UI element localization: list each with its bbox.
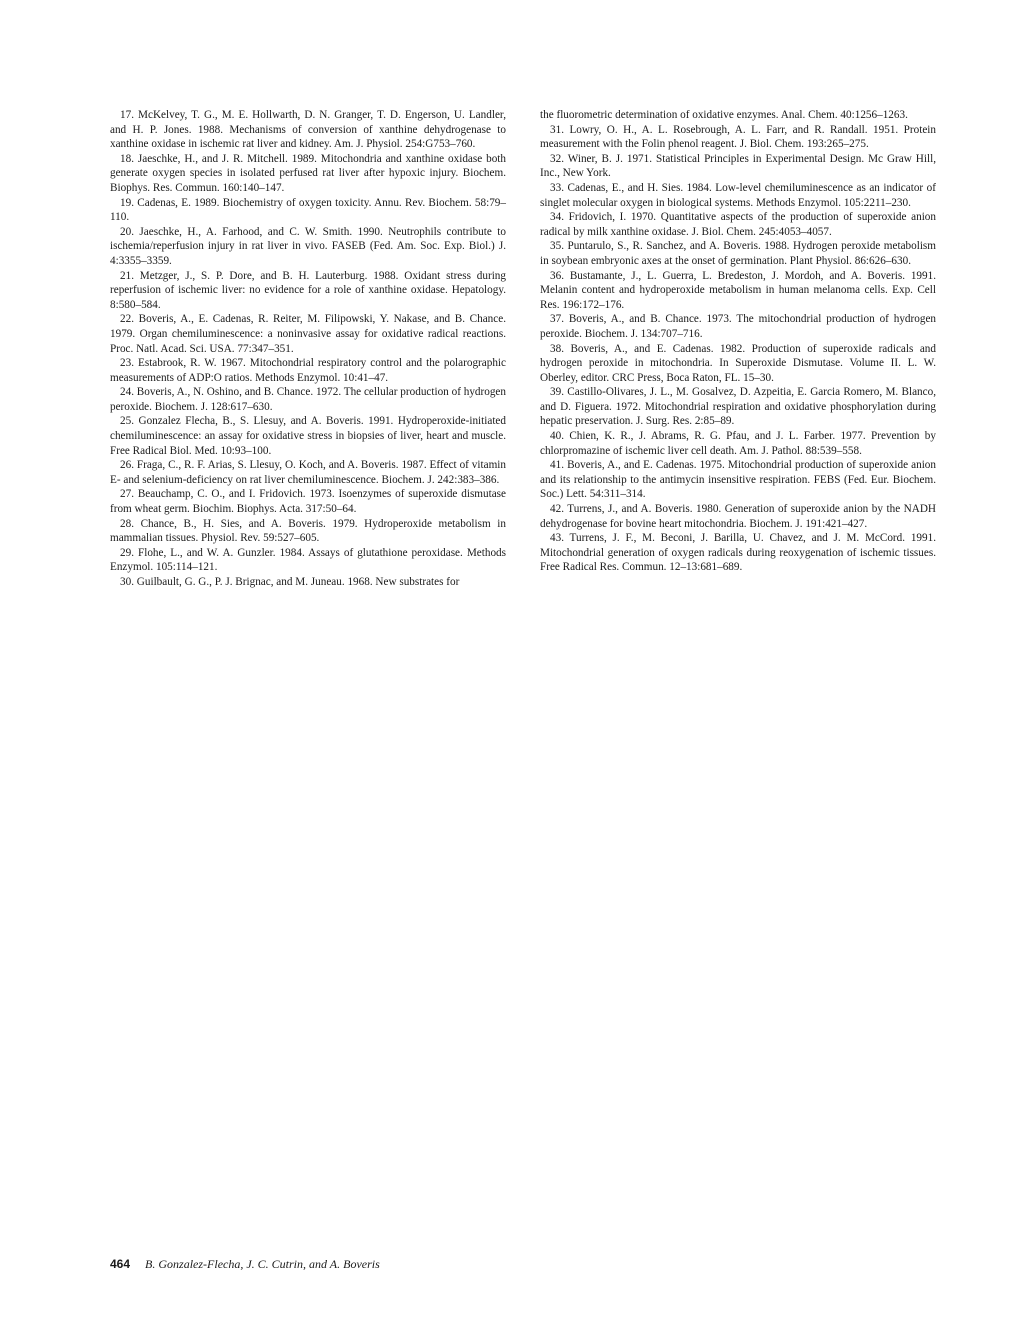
reference-36: 36. Bustamante, J., L. Guerra, L. Bredeston, J. Mordoh, and A. Boveris. 1991. Melanin content and hydroperoxide metabolism in human melanoma cells. Exp. Cell Res. 196:172–176. [540,269,936,311]
reference-26: 26. Fraga, C., R. F. Arias, S. Llesuy, O. Koch, and A. Boveris. 1987. Effect of vitamin E- and selenium-deficiency on rat liver chemiluminescence. Biochem. J. 242:383–386. [110,459,506,486]
reference-30-continuation: the fluorometric determination of oxidative enzymes. Anal. Chem. 40:1256–1263. [540,109,908,121]
page-footer [110,1257,380,1272]
reference-42: 42. Turrens, J., and A. Boveris. 1980. Generation of superoxide anion by the NADH dehydrogenase for bovine heart mitochondria. Biochem. J. 191:421–427. [540,503,936,530]
reference-31: 31. Lowry, O. H., A. L. Rosebrough, A. L. Farr, and R. Randall. 1951. Protein measurement with the Folin phenol reagent. J. Biol. Chem. 193:265–275. [540,123,936,151]
reference-17: 17. McKelvey, T. G., M. E. Hollwarth, D. N. Granger, T. D. Engerson, U. Landler, and H. P. Jones. 1988. Mechanisms of conversion of xanthine dehydrogenase to xanthine oxidase in ischemic rat liver and kidney. Am. J. Physiol. 254:G753–760. [110,109,506,151]
reference-41: 41. Boveris, A., and E. Cadenas. 1975. Mitochondrial production of superoxide anion and its relationship to the antimycin insensitive respiration. FEBS (Fed. Eur. Biochem. Soc.) Lett. 54:311–314. [540,459,936,501]
reference-24: 24. Boveris, A., N. Oshino, and B. Chance. 1972. The cellular production of hydrogen peroxide. Biochem. J. 128:617–630. [110,386,506,413]
reference-35: 35. Puntarulo, S., R. Sanchez, and A. Boveris. 1988. Hydrogen peroxide metabolism in soybean embryonic axes at the onset of germination. Plant Physiol. 86:626–630. [540,240,936,267]
reference-column-right [540,108,936,575]
reference-43: 43. Turrens, J. F., M. Beconi, J. Barilla, U. Chavez, and J. M. McCord. 1991. Mitochondrial generation of oxygen radicals during reoxygenation of ischemic tissues. Free Radical Res. Commun. 12–13:681–689. [540,532,936,574]
reference-27: 27. Beauchamp, C. O., and I. Fridovich. 1973. Isoenzymes of superoxide dismutase from wheat germ. Biochim. Biophys. Acta. 317:50–64. [110,488,506,516]
reference-28: 28. Chance, B., H. Sies, and A. Boveris. 1979. Hydroperoxide metabolism in mammalian tissues. Physiol. Rev. 59:527–605. [110,517,506,545]
reference-34: 34. Fridovich, I. 1970. Quantitative aspects of the production of superoxide anion radical by milk xanthine oxidase. J. Biol. Chem. 245:4053–4057. [540,211,936,238]
reference-39: 39. Castillo-Olivares, J. L., M. Gosalvez, D. Azpeitia, E. Garcia Romero, M. Blanco, and D. Figuera. 1972. Mitochondrial respiration and oxidative phosphorylation during hepatic preservation. J. Surg. Res. 2:85–89. [540,386,936,428]
reference-33: 33. Cadenas, E., and H. Sies. 1984. Low-level chemiluminescence as an indicator of singlet molecular oxygen in biological systems. Methods Enzymol. 105:2211–230. [540,181,936,209]
reference-38: 38. Boveris, A., and E. Cadenas. 1982. Production of superoxide radicals and hydrogen peroxide in mitochondria. In Superoxide Dismutase. Volume II. L. W. Oberley, editor. CRC Press, Boca Raton, FL. 15–30. [540,342,936,384]
reference-37: 37. Boveris, A., and B. Chance. 1973. The mitochondrial production of hydrogen peroxide. Biochem. J. 134:707–716. [540,313,936,340]
reference-29: 29. Flohe, L., and W. A. Gunzler. 1984. Assays of glutathione peroxidase. Methods Enzymol. 105:114–121. [110,546,506,574]
reference-40: 40. Chien, K. R., J. Abrams, R. G. Pfau, and J. L. Farber. 1977. Prevention by chlorpromazine of ischemic liver cell death. Am. J. Pathol. 88:539–558. [540,430,936,457]
reference-25: 25. Gonzalez Flecha, B., S. Llesuy, and A. Boveris. 1991. Hydroperoxide-initiated chemiluminescence: an assay for oxidative stress in biopsies of liver, heart and muscle. Free Radical Biol. Med. 10:93–100. [110,415,506,457]
reference-20: 20. Jaeschke, H., A. Farhood, and C. W. Smith. 1990. Neutrophils contribute to ischemia/reperfusion injury in rat liver in vivo. FASEB (Fed. Am. Soc. Exp. Biol.) J. 4:3355–3359. [110,225,506,267]
reference-19: 19. Cadenas, E. 1989. Biochemistry of oxygen toxicity. Annu. Rev. Biochem. 58:79–110. [110,196,506,224]
reference-23: 23. Estabrook, R. W. 1967. Mitochondrial respiratory control and the polarographic measurements of ADP:O ratios. Methods Enzymol. 10:41–47. [110,357,506,384]
reference-32: 32. Winer, B. J. 1971. Statistical Principles in Experimental Design. Mc Graw Hill, Inc., New York. [540,152,936,180]
reference-column-left [110,108,506,590]
reference-22: 22. Boveris, A., E. Cadenas, R. Reiter, M. Filipowski, Y. Nakase, and B. Chance. 1979. Organ chemiluminescence: a noninvasive assay for oxidative radical reactions. Proc. Natl. Acad. Sci. USA. 77:347–351. [110,313,506,355]
reference-18: 18. Jaeschke, H., and J. R. Mitchell. 1989. Mitochondria and xanthine oxidase both generate oxygen species in isolated perfused rat liver after hypoxic injury. Biochem. Biophys. Res. Commun. 160:140–147. [110,152,506,194]
running-authors: B. Gonzalez-Flecha, J. C. Cutrin, and A. Boveris [145,1257,380,1271]
reference-30: 30. Guilbault, G. G., P. J. Brignac, and M. Juneau. 1968. New substrates for [120,576,460,588]
reference-21: 21. Metzger, J., S. P. Dore, and B. H. Lauterburg. 1988. Oxidant stress during reperfusion of ischemic liver: no evidence for a role of xanthine oxidase. Hepatology. 8:580–584. [110,269,506,311]
page-number: 464 [110,1257,131,1271]
